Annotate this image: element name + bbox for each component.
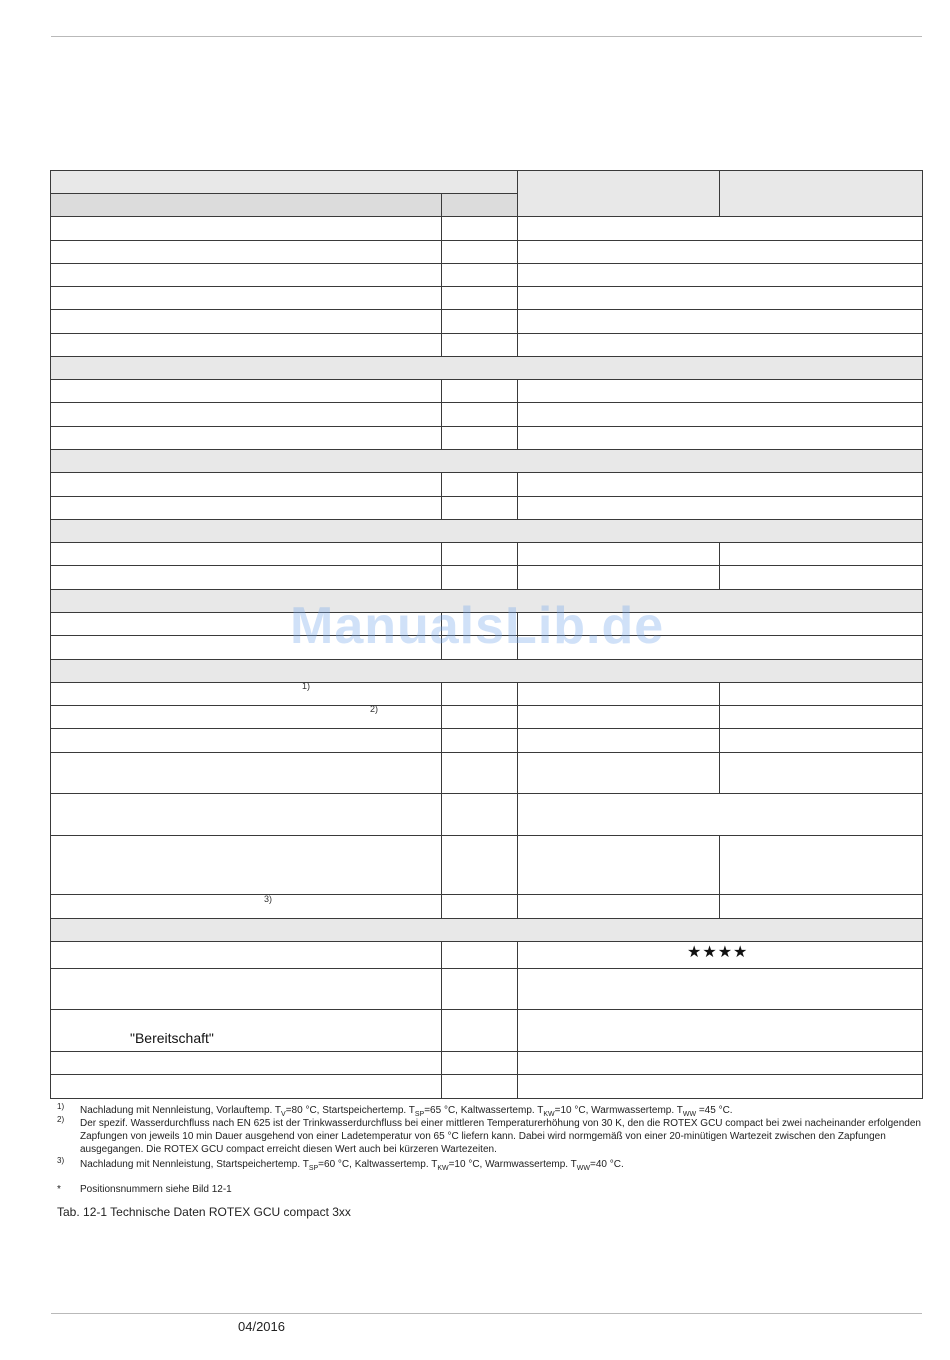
footnote-text: Nachladung mit Nennleistung, Vorlauftemp. $T_V=80$ °C, Startspeichertemp. $T_{SP}=65$ °C, Kaltwassertemp. $T_{KW}=10$ °C, Warmwassertemp. $T_{WW} =45$ °C. [80,1105,733,1118]
table-subheader-cell [50,193,517,216]
footnote-mark-1: 1) [302,681,311,691]
section-row [50,918,923,941]
footnote-number: 1) [57,1102,65,1111]
section-row [50,519,923,542]
watermark: ManualsLib.de [290,597,665,655]
position-note-mark: * [57,1184,61,1195]
section-row [50,356,923,379]
table-caption: Tab. 12-1 Technische Daten ROTEX GCU compact 3xx [57,1205,351,1219]
position-note [57,1184,232,1195]
footnote-text: Der spezif. Wasserdurchfluss nach EN 625 ist der Trinkwasserdurchfluss bei einer mittleren Temperaturerhöhung von 30 K, den die ROTEX GCU compact bei zwei nacheinander erfolgenden Zapfungen von jeweils 10 min Dauer ausgehend von einer Ladetemperatur von 65 °C liefern kann. Dabei wird normgemäß von einer 20-minütigen Wartezeit zwischen den Zapfungen ausgegangen. Die ROTEX GCU compact erreicht diesen Wert auch bei kürzeren Wartezeiten. [80,1118,921,1155]
footnote-mark-2: 2) [370,704,379,714]
standby-label: "Bereitschaft" [130,1030,214,1046]
position-note-text: Positionsnummern siehe Bild 12-1 [80,1184,232,1195]
footnote-number: 2) [57,1115,65,1124]
footnote-number: 3) [57,1156,65,1165]
section-row [50,449,923,472]
footer-rule [51,1313,922,1314]
footnote-text: Nachladung mit Nennleistung, Startspeichertemp. $T_{SP}=60$ °C, Kaltwassertemp. $T_{KW}=10$ °C, Warmwassertemp. $T_{WW}=40$ °C. [80,1159,624,1172]
footnote-mark-3: 3) [264,894,273,904]
section-row [50,659,923,682]
header-rule [51,36,922,37]
footer-date: 04/2016 [238,1319,285,1334]
efficiency-stars: ★★★★ [687,944,749,961]
